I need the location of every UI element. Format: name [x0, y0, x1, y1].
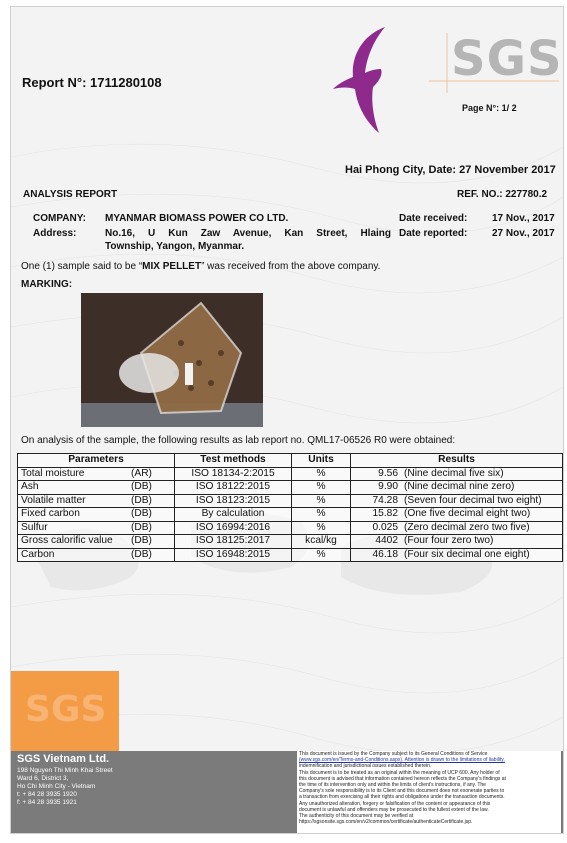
- parameter-basis: (DB): [131, 535, 152, 547]
- result-words-cell: (Four six decimal one eight): [401, 548, 563, 562]
- test-method-cell: ISO 18134-2:2015: [175, 467, 292, 481]
- parameter-basis: (DB): [131, 481, 152, 493]
- unit-cell: %: [292, 508, 351, 522]
- test-method-cell: ISO 18122:2015: [175, 481, 292, 495]
- parameter-name: Sulfur: [21, 521, 48, 533]
- result-value-cell: 9.56: [351, 467, 402, 481]
- result-words-cell: (Seven four decimal two eight): [401, 494, 563, 508]
- parameter-name: Fixed carbon: [21, 508, 80, 520]
- sgs-logo: [443, 31, 563, 89]
- address-ward: Ward 6, District 3,: [17, 775, 69, 782]
- parameter-basis: (DB): [131, 521, 152, 533]
- table-row: [18, 494, 563, 508]
- parameter-cell: [18, 481, 175, 495]
- parameter-name: Ash: [21, 481, 39, 493]
- sample-name: MIX PELLET: [142, 261, 202, 272]
- parameter-basis: (AR): [131, 467, 152, 479]
- footer-company-name: SGS Vietnam Ltd.: [17, 753, 110, 765]
- test-method-cell: ISO 16948:2015: [175, 548, 292, 562]
- result-value-cell: 4402: [351, 535, 402, 549]
- legal-disclaimer: This document is issued by the Company subject to its General Conditions of Service (www.sgs.com/en/Terms-and-Conditions.aspx). Attention is drawn to the limitations of liability, indemnification and jurisdictional issues established therein. This document is to be treated as an original within the meaning of UCP 600. Any holder of this document is advised that information contained hereon reflects the Company's findings at the time of its intervention only and within the limits of client's instructions, if any. The Company's sole responsibility is to its Client and this document does not exonerate parties to a transaction from exercising all their rights and obligations under the transaction documents. Any unauthorized alteration, forgery or falsification of the content or appearance of this document is unlawful and offenders may be prosecuted to the fullest extent of the law. The authenticity of this document may be verified at https://sgsonsite.sgs.com/en/v2/common/certificate/authenticateCertificate.jsp.: [297, 751, 561, 833]
- sgs-stamp: [11, 671, 119, 751]
- test-method-cell: ISO 18125:2017: [175, 535, 292, 549]
- result-value-cell: 0.025: [351, 521, 402, 535]
- table-row: [18, 508, 563, 522]
- parameter-basis: (DB): [131, 548, 152, 560]
- parameter-name: Volatile matter: [21, 494, 86, 506]
- table-row: [18, 481, 563, 495]
- date-received: 17 Nov., 2017: [492, 213, 555, 224]
- report-page: [10, 6, 564, 834]
- table-row: [18, 521, 563, 535]
- unit-cell: %: [292, 481, 351, 495]
- parameter-basis: (DB): [131, 494, 152, 506]
- result-words-cell: (One five decimal eight two): [401, 508, 563, 522]
- marking-label: MARKING:: [21, 279, 73, 290]
- parameter-cell: [18, 548, 175, 562]
- terms-link[interactable]: (www.sgs.com/en/Terms-and-Conditions.aspx). Attention is drawn to the limitations of liability,: [299, 757, 505, 764]
- unit-cell: kcal/kg: [292, 535, 351, 549]
- parameter-basis: (DB): [131, 508, 152, 520]
- result-value-cell: 74.28: [351, 494, 402, 508]
- header-test-methods: Test methods: [175, 454, 292, 468]
- unit-cell: %: [292, 467, 351, 481]
- result-value-cell: 46.18: [351, 548, 402, 562]
- parameter-name: Carbon: [21, 548, 55, 560]
- parameter-cell: [18, 467, 175, 481]
- sample-bag-photo: [81, 293, 263, 427]
- result-value-cell: 15.82: [351, 508, 402, 522]
- address-line-1: No.16, U Kun Zaw Avenue, Kan Street, Hlaing: [105, 228, 391, 239]
- unit-cell: %: [292, 548, 351, 562]
- header-units: Units: [292, 454, 351, 468]
- verify-link[interactable]: https://sgsonsite.sgs.com/en/v2/common/certificate/authenticateCertificate.jsp.: [299, 819, 473, 826]
- analysis-report-title: ANALYSIS REPORT: [23, 189, 118, 200]
- unit-cell: %: [292, 494, 351, 508]
- address-line-2: Township, Yangon, Myanmar.: [105, 241, 245, 252]
- address-street: 198 Nguyen Thi Minh Khai Street: [17, 767, 113, 774]
- result-words-cell: (Zero decimal zero two five): [401, 521, 563, 535]
- telephone: t: + 84 28 3935 1920: [17, 791, 77, 798]
- location-date: Hai Phong City, Date: 27 November 2017: [345, 164, 556, 176]
- page-number: Page N°: 1/ 2: [462, 103, 517, 113]
- parameter-cell: [18, 535, 175, 549]
- unit-cell: %: [292, 521, 351, 535]
- date-received-label: Date received:: [399, 213, 468, 224]
- sample-statement: One (1) sample said to be “MIX PELLET” was received from the above company.: [21, 261, 381, 272]
- parameter-name: Gross calorific value: [21, 535, 113, 547]
- fax: f: + 84 28 3935 1921: [17, 799, 77, 806]
- result-value-cell: 9.90: [351, 481, 402, 495]
- parameter-cell: [18, 494, 175, 508]
- footer-address: [17, 753, 287, 807]
- table-row: [18, 535, 563, 549]
- header-parameters: Parameters: [18, 454, 175, 468]
- date-reported: 27 Nov., 2017: [492, 228, 555, 239]
- parameter-cell: [18, 521, 175, 535]
- reference-number: REF. NO.: 227780.2: [457, 189, 548, 200]
- bird-logo-icon: [333, 25, 389, 135]
- parameter-name: Total moisture: [21, 467, 85, 479]
- test-method-cell: ISO 18123:2015: [175, 494, 292, 508]
- test-method-cell: ISO 16994:2016: [175, 521, 292, 535]
- table-header-row: [18, 454, 563, 468]
- analysis-statement: On analysis of the sample, the following results as lab report no. QML17-06526 R0 were obtained:: [21, 435, 456, 446]
- stamp-text: SGS: [25, 689, 107, 730]
- table-row: [18, 467, 563, 481]
- address-city: Ho Chi Minh City - Vietnam: [17, 783, 96, 790]
- date-reported-label: Date reported:: [399, 228, 468, 239]
- company-name: MYANMAR BIOMASS POWER CO LTD.: [105, 213, 289, 224]
- parameter-cell: [18, 508, 175, 522]
- result-words-cell: (Nine decimal nine zero): [401, 481, 563, 495]
- header-results: Results: [351, 454, 563, 468]
- test-method-cell: By calculation: [175, 508, 292, 522]
- report-number: Report N°: 1711280108: [22, 75, 162, 90]
- result-words-cell: (Nine decimal five six): [401, 467, 563, 481]
- results-table: [17, 453, 563, 562]
- sgs-logo-text: SGS: [451, 31, 563, 87]
- result-words-cell: (Four four zero two): [401, 535, 563, 549]
- company-label: COMPANY:: [33, 213, 86, 224]
- address-label: Address:: [33, 228, 77, 239]
- table-row: [18, 548, 563, 562]
